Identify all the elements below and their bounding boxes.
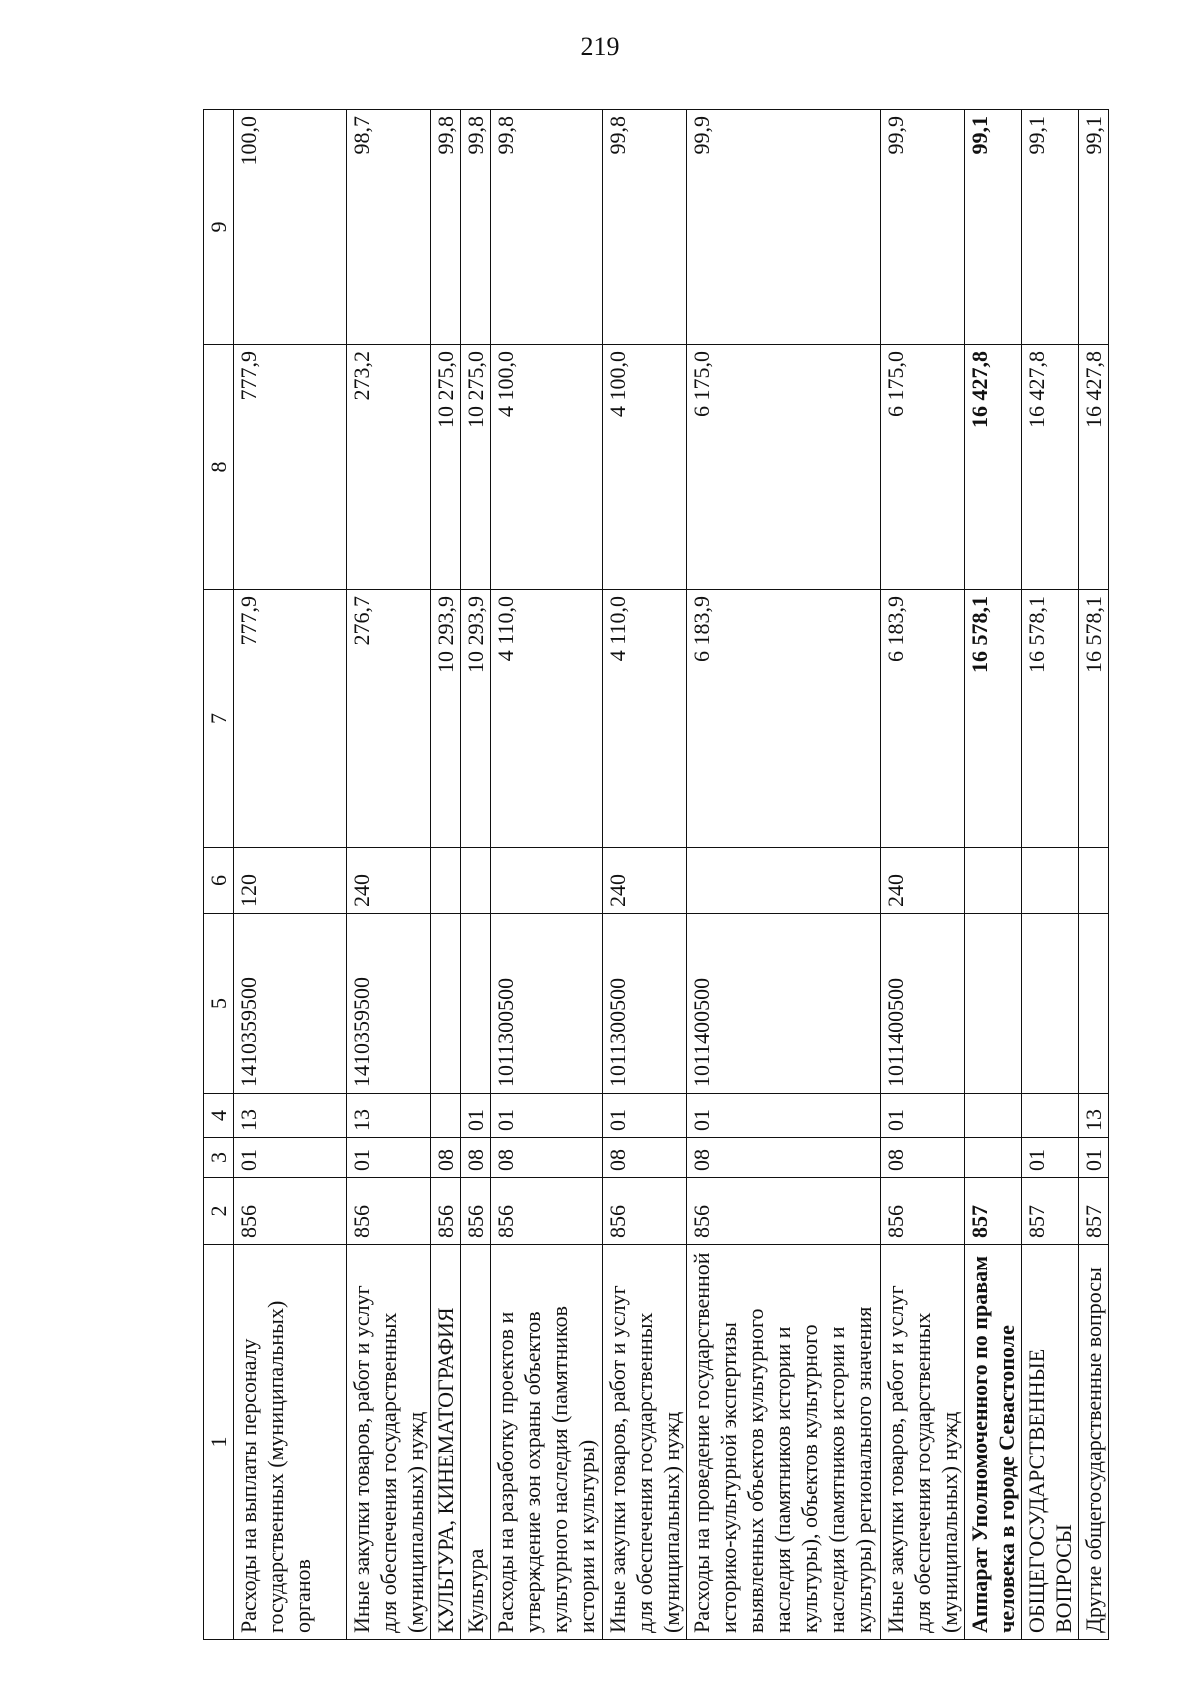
table-row bbox=[431, 110, 461, 1640]
table-row bbox=[603, 110, 687, 1640]
cell: 99,1 bbox=[1022, 110, 1079, 345]
cell: 276,7 bbox=[347, 590, 431, 848]
cell bbox=[965, 848, 1022, 914]
cell: 01 bbox=[1022, 1138, 1079, 1178]
cell bbox=[1022, 848, 1079, 914]
row-name: КУЛЬТУРА, КИНЕМАТОГРАФИЯ bbox=[431, 1245, 461, 1640]
cell: 240 bbox=[881, 848, 965, 914]
cell bbox=[965, 914, 1022, 1094]
cell: 273,2 bbox=[347, 345, 431, 590]
cell: 01 bbox=[461, 1094, 491, 1138]
cell: 6 175,0 bbox=[881, 345, 965, 590]
table-row bbox=[881, 110, 965, 1640]
cell bbox=[491, 848, 603, 914]
cell: 856 bbox=[603, 1178, 687, 1245]
budget-table bbox=[203, 109, 1109, 1640]
cell: 99,8 bbox=[461, 110, 491, 345]
table-row bbox=[687, 110, 881, 1640]
header-cell: 1 bbox=[204, 1245, 234, 1640]
cell: 120 bbox=[234, 848, 347, 914]
header-cell: 9 bbox=[204, 110, 234, 345]
cell: 856 bbox=[881, 1178, 965, 1245]
row-name: Иные закупки товаров, работ и услуг для обеспечения государственных (муниципальных) нужд bbox=[347, 1245, 431, 1640]
cell: 01 bbox=[491, 1094, 603, 1138]
cell: 08 bbox=[881, 1138, 965, 1178]
cell: 857 bbox=[965, 1178, 1022, 1245]
cell bbox=[431, 1094, 461, 1138]
cell: 856 bbox=[687, 1178, 881, 1245]
cell bbox=[1079, 914, 1109, 1094]
cell: 6 175,0 bbox=[687, 345, 881, 590]
header-cell: 5 bbox=[204, 914, 234, 1094]
cell: 856 bbox=[461, 1178, 491, 1245]
table-row bbox=[234, 110, 347, 1640]
row-name: Другие общегосударственные вопросы bbox=[1079, 1245, 1109, 1640]
cell bbox=[1022, 1094, 1079, 1138]
table-row bbox=[965, 110, 1022, 1640]
cell: 99,8 bbox=[491, 110, 603, 345]
cell: 240 bbox=[603, 848, 687, 914]
cell: 01 bbox=[234, 1138, 347, 1178]
cell: 99,8 bbox=[603, 110, 687, 345]
cell: 4 110,0 bbox=[491, 590, 603, 848]
header-cell: 8 bbox=[204, 345, 234, 590]
cell: 6 183,9 bbox=[881, 590, 965, 848]
cell: 01 bbox=[881, 1094, 965, 1138]
cell: 99,8 bbox=[431, 110, 461, 345]
row-name: Расходы на разработку проектов и утверждение зон охраны объектов культурного наследия (памятников истории и культуры) bbox=[491, 1245, 603, 1640]
table-row bbox=[1022, 110, 1079, 1640]
rotated-table-container bbox=[203, 110, 1106, 1640]
cell: 10 275,0 bbox=[461, 345, 491, 590]
cell: 1410359500 bbox=[234, 914, 347, 1094]
header-cell: 4 bbox=[204, 1094, 234, 1138]
row-name: Аппарат Уполномоченного по правам человека в городе Севастополе bbox=[965, 1245, 1022, 1640]
cell bbox=[965, 1094, 1022, 1138]
cell: 6 183,9 bbox=[687, 590, 881, 848]
cell: 856 bbox=[347, 1178, 431, 1245]
table-row bbox=[1079, 110, 1109, 1640]
cell: 01 bbox=[687, 1094, 881, 1138]
table-row bbox=[347, 110, 431, 1640]
cell: 08 bbox=[431, 1138, 461, 1178]
table-row bbox=[491, 110, 603, 1640]
cell: 1011400500 bbox=[881, 914, 965, 1094]
cell: 13 bbox=[1079, 1094, 1109, 1138]
row-name: Расходы на выплаты персоналу государственных (муниципальных) органов bbox=[234, 1245, 347, 1640]
cell bbox=[687, 848, 881, 914]
cell: 1410359500 bbox=[347, 914, 431, 1094]
cell: 777,9 bbox=[234, 345, 347, 590]
header-cell: 3 bbox=[204, 1138, 234, 1178]
cell: 16 578,1 bbox=[1079, 590, 1109, 848]
cell: 100,0 bbox=[234, 110, 347, 345]
cell: 99,9 bbox=[687, 110, 881, 345]
cell: 1011300500 bbox=[603, 914, 687, 1094]
cell bbox=[431, 848, 461, 914]
cell: 4 100,0 bbox=[491, 345, 603, 590]
cell: 08 bbox=[687, 1138, 881, 1178]
cell bbox=[1079, 848, 1109, 914]
cell: 16 427,8 bbox=[965, 345, 1022, 590]
cell: 13 bbox=[234, 1094, 347, 1138]
cell: 01 bbox=[603, 1094, 687, 1138]
page-number: 219 bbox=[580, 32, 620, 61]
row-name: Культура bbox=[461, 1245, 491, 1640]
cell: 16 427,8 bbox=[1079, 345, 1109, 590]
cell: 10 275,0 bbox=[431, 345, 461, 590]
table-row bbox=[461, 110, 491, 1640]
row-name: Иные закупки товаров, работ и услуг для обеспечения государственных (муниципальных) нужд bbox=[603, 1245, 687, 1640]
cell bbox=[461, 914, 491, 1094]
cell: 4 100,0 bbox=[603, 345, 687, 590]
cell: 240 bbox=[347, 848, 431, 914]
cell: 856 bbox=[234, 1178, 347, 1245]
cell: 01 bbox=[1079, 1138, 1109, 1178]
cell: 08 bbox=[461, 1138, 491, 1178]
cell: 13 bbox=[347, 1094, 431, 1138]
cell: 08 bbox=[603, 1138, 687, 1178]
cell: 857 bbox=[1022, 1178, 1079, 1245]
cell: 16 578,1 bbox=[965, 590, 1022, 848]
cell: 4 110,0 bbox=[603, 590, 687, 848]
cell: 856 bbox=[431, 1178, 461, 1245]
cell bbox=[431, 914, 461, 1094]
cell: 08 bbox=[491, 1138, 603, 1178]
cell: 777,9 bbox=[234, 590, 347, 848]
cell: 1011300500 bbox=[491, 914, 603, 1094]
header-row bbox=[204, 110, 234, 1640]
cell bbox=[461, 848, 491, 914]
cell: 10 293,9 bbox=[431, 590, 461, 848]
header-cell: 2 bbox=[204, 1178, 234, 1245]
cell: 1011400500 bbox=[687, 914, 881, 1094]
header-cell: 6 bbox=[204, 848, 234, 914]
row-name: Расходы на проведение государственной историко-культурной экспертизы выявленных объектов культурного наследия (памятников истории и культуры), объектов культурного наследия (памятников истории и культуры) регионального значения bbox=[687, 1245, 881, 1640]
cell bbox=[1022, 914, 1079, 1094]
cell bbox=[965, 1138, 1022, 1178]
header-cell: 7 bbox=[204, 590, 234, 848]
cell: 856 bbox=[491, 1178, 603, 1245]
row-name: Иные закупки товаров, работ и услуг для обеспечения государственных (муниципальных) нужд bbox=[881, 1245, 965, 1640]
cell: 01 bbox=[347, 1138, 431, 1178]
cell: 99,1 bbox=[1079, 110, 1109, 345]
cell: 857 bbox=[1079, 1178, 1109, 1245]
row-name: ОБЩЕГОСУДАРСТВЕННЫЕ ВОПРОСЫ bbox=[1022, 1245, 1079, 1640]
cell: 16 427,8 bbox=[1022, 345, 1079, 590]
cell: 98,7 bbox=[347, 110, 431, 345]
cell: 10 293,9 bbox=[461, 590, 491, 848]
cell: 99,9 bbox=[881, 110, 965, 345]
cell: 99,1 bbox=[965, 110, 1022, 345]
cell: 16 578,1 bbox=[1022, 590, 1079, 848]
